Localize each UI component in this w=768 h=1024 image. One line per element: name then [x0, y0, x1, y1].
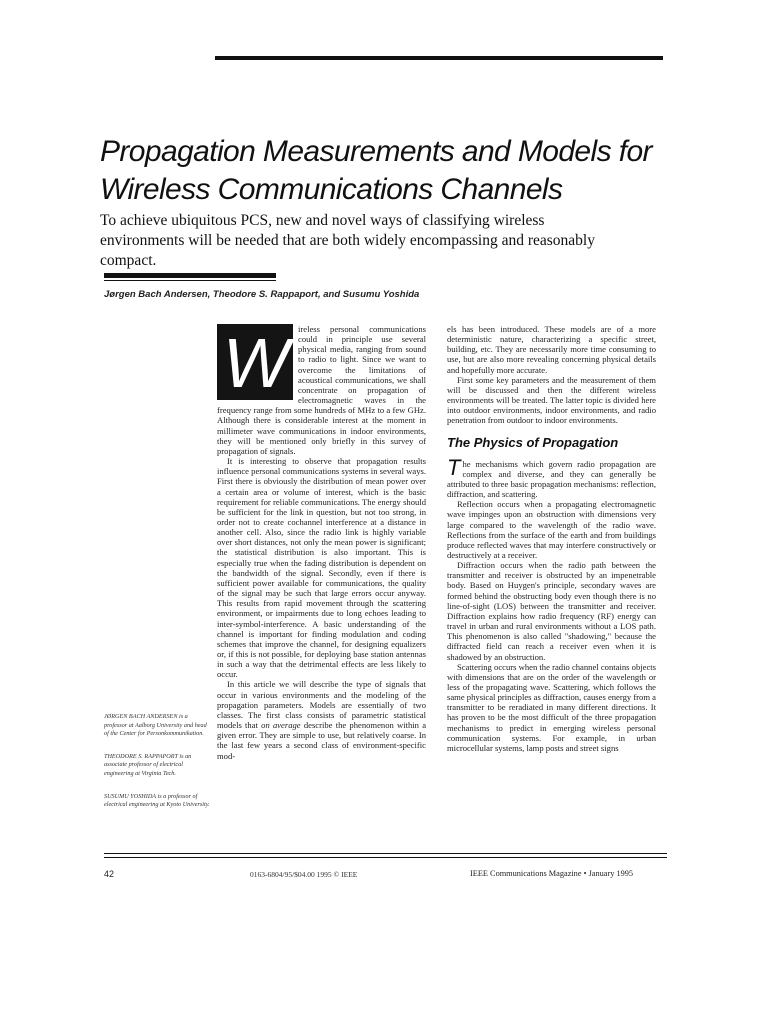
drop-cap-letter: W: [223, 324, 284, 402]
footer-rule: [104, 853, 667, 854]
section-heading: The Physics of Propagation: [447, 434, 619, 450]
paragraph: In this article we will describe the type of signals that occur in various environments and the modeling of the propagation parameters. Models are essentially of two classes. The first class consists of parametric statistical models that on average describe the phenomenon within a given error. They are simple to use, but relatively coarse. In the last few years a second class of environment-specific mod-: [217, 679, 427, 761]
paragraph: It is interesting to observe that propagation results influence personal communications systems in several ways. First there is obviously the distribution of mean power over a certain area or volume of interest, which is the basic requirement for reliable communications. The energy should be sufficient for the link in question, but not too strong, in order not to create cochannel interference at a distance in another cell. Also, since the radio link is highly variable over short distances, not only the mean power is significant; the statistical distribution is also important. This is especially true when the fading distribution is dependent on the bandwidth of the signal. Secondly, even if there is sufficient power available for communications, the quality of the signal may be such that large errors occur anyway. This results from rapid movement through the scattering environment, or impairments due to long echoes leading to inter-symbol-interference. A basic understanding of the channel is important for finding modulation and coding schemes that improve the channel, for designing equalizers or, if this is not possible, for deploying base station antennas in such a way that the detrimental effects are less likely to occur.: [217, 456, 426, 680]
body-column-left: [217, 324, 426, 761]
footer-rule-secondary: [104, 857, 667, 858]
author-line: Jørgen Bach Andersen, Theodore S. Rappaport, and Susumu Yoshida: [104, 289, 420, 300]
author-bio-yoshida: SUSUMU YOSHIDA is a professor of electrical engineering at Kyoto University.: [104, 792, 210, 809]
article-subtitle: To achieve ubiquitous PCS, new and novel ways of classifying wireless environments will be needed that are both widely encompassing and reasonably compact.: [100, 212, 595, 269]
paragraph: ireless personal communications could in principle use several physical media, ranging from sound to radio to light. Since we want to overcome the limitations of acoustical communications, we shall concentrate on propagation of electromagnetic waves in the frequency range from some hundreds of MHz to a few GHz. Although there is considerable interest at the moment in millimeter wave communications in indoor environments, they will be mentioned only briefly in this survey of propagation of signals.: [217, 324, 426, 456]
author-bio-rappaport: THEODORE S. RAPPAPORT is an associate professor of electrical engineering at Virginia Tech.: [104, 752, 192, 777]
title-rule-thick: [104, 273, 276, 278]
author-bios: [104, 713, 210, 824]
journal-citation: IEEE Communications Magazine • January 1995: [470, 869, 634, 878]
top-rule: [215, 56, 663, 60]
drop-cap: [217, 324, 293, 400]
title-rule-thin: [104, 280, 276, 281]
paragraph: els has been introduced. These models are of a more deterministic nature, characterizing a specific street, building, etc. They are necessarily more time consuming to use, but are also more revealing concerning physical details and hopefully more accurate.: [447, 324, 656, 375]
paragraph: First some key parameters and the measurement of them will be discussed and then the different wireless environments will be treated. The latter topic is divided here into outdoor environments, indoor environments, and radio penetration from outdoor to indoor environments.: [447, 374, 656, 426]
copyright-line: 0163-6804/95/$04.00 1995 © IEEE: [250, 870, 358, 879]
paragraph: The mechanisms which govern radio propagation are complex and diverse, and they can generally be attributed to three basic propagation mechanisms: reflection, diffraction, and scattering.: [447, 454, 656, 500]
page-number: 42: [104, 869, 115, 879]
paragraph: Reflection occurs when a propagating electromagnetic wave impinges upon an obstruction with dimensions very large compared to the wavelength of the radio wave. Reflections from the surface of the earth and from buildings produce reflected waves that may interfere constructively or destructively at a receiver.: [447, 499, 656, 560]
article-title: Propagation Measurements and Models for Wireless Communications Channels: [100, 135, 652, 206]
body-column-right: [447, 324, 656, 753]
section-drop-cap: T: [447, 454, 461, 480]
paragraph: Diffraction occurs when the radio path between the transmitter and receiver is obstructed by an impenetrable body. Based on Huygen's principle, secondary waves are formed behind the obstructing body even though there is no line-of-sight (LOS) between the transmitter and receiver. Diffraction explains how radio frequency (RF) energy can travel in urban and rural environments without a LOS path. This phenomenon is also called "shadowing," because the diffracted field can reach a receiver even when it is shadowed by an obstruction.: [447, 560, 656, 662]
paragraph: Scattering occurs when the radio channel contains objects with dimensions that are on the order of the wavelength or less of the propagating wave. Scattering, which follows the same physical principles as diffraction, causes energy from a transmitter to be reradiated in many different directions. It has proven to be the most difficult of the three propagation mechanisms to predict in emerging wireless personal communication systems. For example, in urban microcellular systems, lamp posts and street signs: [447, 661, 656, 753]
author-bio-andersen: JØRGEN BACH ANDERSEN is a professor at Aalborg University and head of the Center for Personkommunikation.: [104, 713, 207, 738]
